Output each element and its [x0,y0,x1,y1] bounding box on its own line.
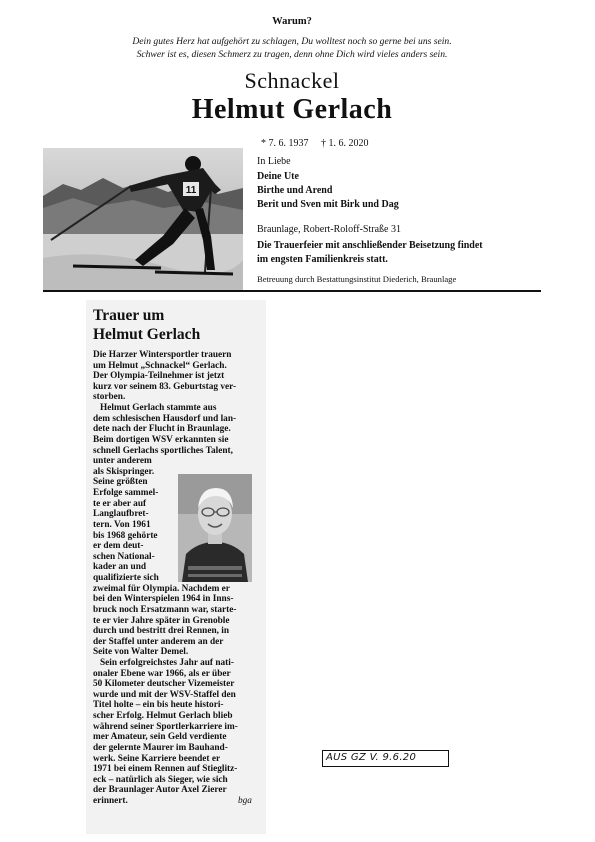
article-line: Titel holte – ein bis heute histori- [93,700,224,711]
source-note-text: AUS GZ V. 9.6.20 [326,752,417,763]
article-line: eck – natürlich als Sieger, wie sich [93,774,228,785]
article-line: Beim dortigen WSV erkannten sie [93,434,229,445]
article-line: kader an und [93,562,147,573]
article-line: qualifizierte sich [93,573,159,584]
newspaper-article [86,300,266,834]
article-line: während seiner Sportlerkarriere im- [93,721,238,732]
article-line: werk. Seine Karriere beendet er [93,753,221,764]
article-line: onaler Ebene war 1966, als er über [93,668,231,679]
article-line: mer Amateur, sein Geld verdiente [93,732,227,743]
article-line: der gelernte Maurer im Bauhand- [93,742,228,753]
family-address: Braunlage, Robert-Roloff-Straße 31 [257,224,401,235]
article-line: storben. [93,392,126,403]
article-line: scher Erfolg. Helmut Gerlach blieb [93,711,233,722]
article-line: kurz vor seinem 83. Geburtstag ver- [93,381,237,392]
article-line: zweimal für Olympia. Nachdem er [93,583,230,594]
article-signature: bga [238,796,252,807]
obituary-notice [43,10,541,292]
article-line: wurde und mit der WSV-Staffel den [93,689,236,700]
article-line: der Staffel unter anderem an der [93,636,224,647]
article-line: bruck noch Ersatzmann war, starte- [93,604,237,615]
article-line: Langlaufbret- [93,509,149,520]
birth-date: * 7. 6. 1937 [261,138,309,149]
article-title-line-1: Trauer um [93,307,165,324]
article-line: Helmut Gerlach stammte aus [100,403,217,414]
article-line: der Braunlager Autor Axel Zierer [93,785,227,796]
article-line: te er vier Jahre später in Grenoble [93,615,230,626]
article-line: bis 1968 gehörte [93,530,158,541]
article-line: schnell Gerlachs sportliches Talent, [93,445,233,456]
article-line: durch und bestritt drei Rennen, in [93,626,230,637]
skier-photo [43,148,243,290]
notice-verse-line-1: Dein gutes Herz hat aufgehört zu schlagen, Du wolltest noch so gerne bei uns sein. [132,36,452,47]
bib-number: 11 [185,185,197,196]
article-line: erinnert. [93,796,128,807]
in-love-label: In Liebe [257,156,291,167]
article-line: tern. Von 1961 [93,519,151,530]
deceased-nickname: Schnackel [244,68,340,93]
article-line: dem schlesischen Hausdorf und lan- [93,413,237,424]
article-line: Seine größten [93,477,148,488]
article-line: er dem deut- [93,541,144,552]
article-line: Seite von Walter Demel. [93,647,189,658]
funeral-home-note: Betreuung durch Bestattungsinstitut Diederich, Braunlage [257,274,457,284]
funeral-info-line-1: Die Trauerfeier mit anschließender Beisetzung findet [257,240,483,251]
notice-verse-line-2: Schwer ist es, diesen Schmerz zu tragen, denn ohne Dich wird vieles anders sein. [136,49,448,60]
article-line: bei den Winterspielen 1964 in Inns- [93,594,234,605]
source-note [322,750,449,767]
article-line: 50 Kilometer deutscher Vizemeister [93,679,235,690]
article-line: schen National- [93,551,155,562]
mourner-line: Birthe und Arend [257,185,333,196]
article-line: Der Olympia-Teilnehmer ist jetzt [93,371,225,382]
mourner-line: Berit und Sven mit Birk und Dag [257,199,399,210]
portrait-photo [178,474,252,582]
death-date: † 1. 6. 2020 [321,138,369,149]
notice-question: Warum? [272,16,312,27]
article-line: Erfolge sammel- [93,488,159,499]
article-line: als Skispringer. [93,466,155,477]
article-line: dete nach der Flucht in Braunlage. [93,424,231,435]
funeral-info-line-2: im engsten Familienkreis statt. [257,254,388,265]
article-line: 1971 bei einem Rennen auf Stieglitz- [93,764,238,775]
article-line: te er aber auf [93,498,147,509]
article-line: unter anderem [93,456,152,467]
article-line: um Helmut „Schnackel“ Gerlach. [93,360,227,371]
article-line: Sein erfolgreichstes Jahr auf nati- [100,657,234,668]
article-title-line-2: Helmut Gerlach [93,326,201,343]
deceased-name: Helmut Gerlach [191,94,393,125]
mourner-line: Deine Ute [257,171,299,182]
article-line: Die Harzer Wintersportler trauern [93,350,232,360]
article-title [93,306,263,344]
